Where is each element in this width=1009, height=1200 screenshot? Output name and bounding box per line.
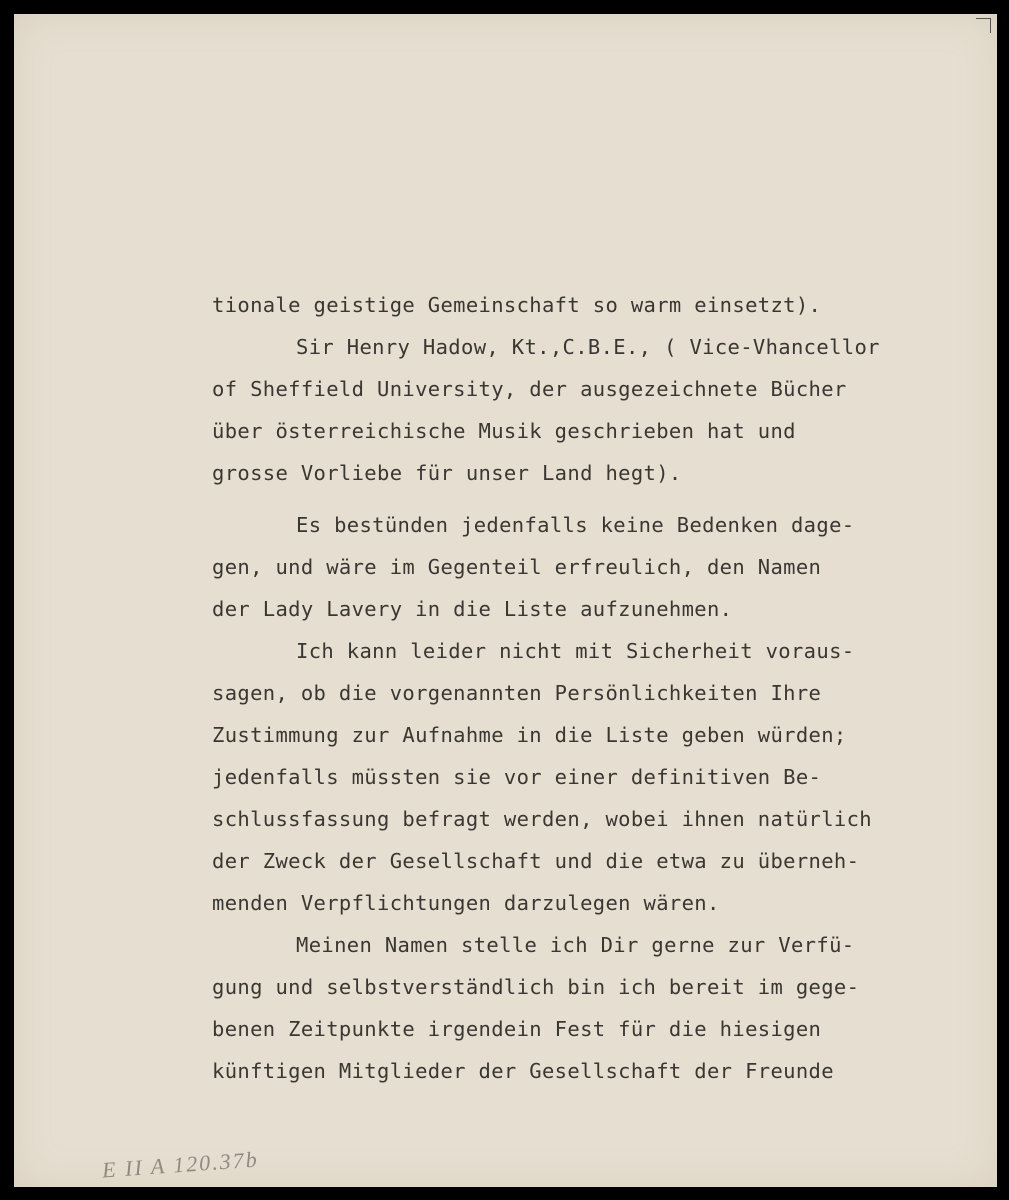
text-line: gen, und wäre im Gegenteil erfreulich, den Namen — [212, 555, 822, 579]
text-line: menden Verpflichtungen darzulegen wären. — [212, 891, 720, 915]
text-line: der Lady Lavery in die Liste aufzunehmen. — [212, 597, 733, 621]
typed-body-text — [212, 284, 972, 1092]
text-line: benen Zeitpunkte irgendein Fest für die hiesigen — [212, 1017, 822, 1041]
text-line: der Zweck der Gesellschaft und die etwa zu überneh- — [212, 849, 860, 873]
text-line: tionale geistige Gemeinschaft so warm einsetzt). — [212, 293, 822, 317]
text-line: of Sheffield University, der ausgezeichnete Bücher — [212, 377, 847, 401]
text-line: Meinen Namen stelle ich Dir gerne zur Verfü- — [296, 933, 855, 957]
document-page — [14, 14, 997, 1187]
archive-signature: E II A 120.37b — [101, 1146, 260, 1183]
text-line: grosse Vorliebe für unser Land hegt). — [212, 461, 682, 485]
faded-letterhead-line — [364, 144, 694, 174]
text-line: Zustimmung zur Aufnahme in die Liste geben würden; — [212, 723, 847, 747]
text-line: gung und selbstverständlich bin ich bereit im gege- — [212, 975, 860, 999]
text-line: schlussfassung befragt werden, wobei ihnen natürlich — [212, 807, 872, 831]
text-line: Ich kann leider nicht mit Sicherheit voraus- — [296, 639, 855, 663]
faded-letterhead — [364, 114, 694, 174]
text-line: über österreichische Musik geschrieben hat und — [212, 419, 796, 443]
text-line: jedenfalls müssten sie vor einer definitiven Be- — [212, 765, 822, 789]
faded-letterhead-line — [364, 114, 694, 144]
text-line: künftigen Mitglieder der Gesellschaft der Freunde — [212, 1059, 834, 1083]
paragraph-gap — [212, 494, 972, 504]
text-line: Es bestünden jedenfalls keine Bedenken dage- — [296, 513, 855, 537]
corner-mark — [976, 18, 991, 33]
text-line: sagen, ob die vorgenannten Persönlichkeiten Ihre — [212, 681, 822, 705]
text-line: Sir Henry Hadow, Kt.,C.B.E., ( Vice-Vhancellor — [296, 335, 880, 359]
